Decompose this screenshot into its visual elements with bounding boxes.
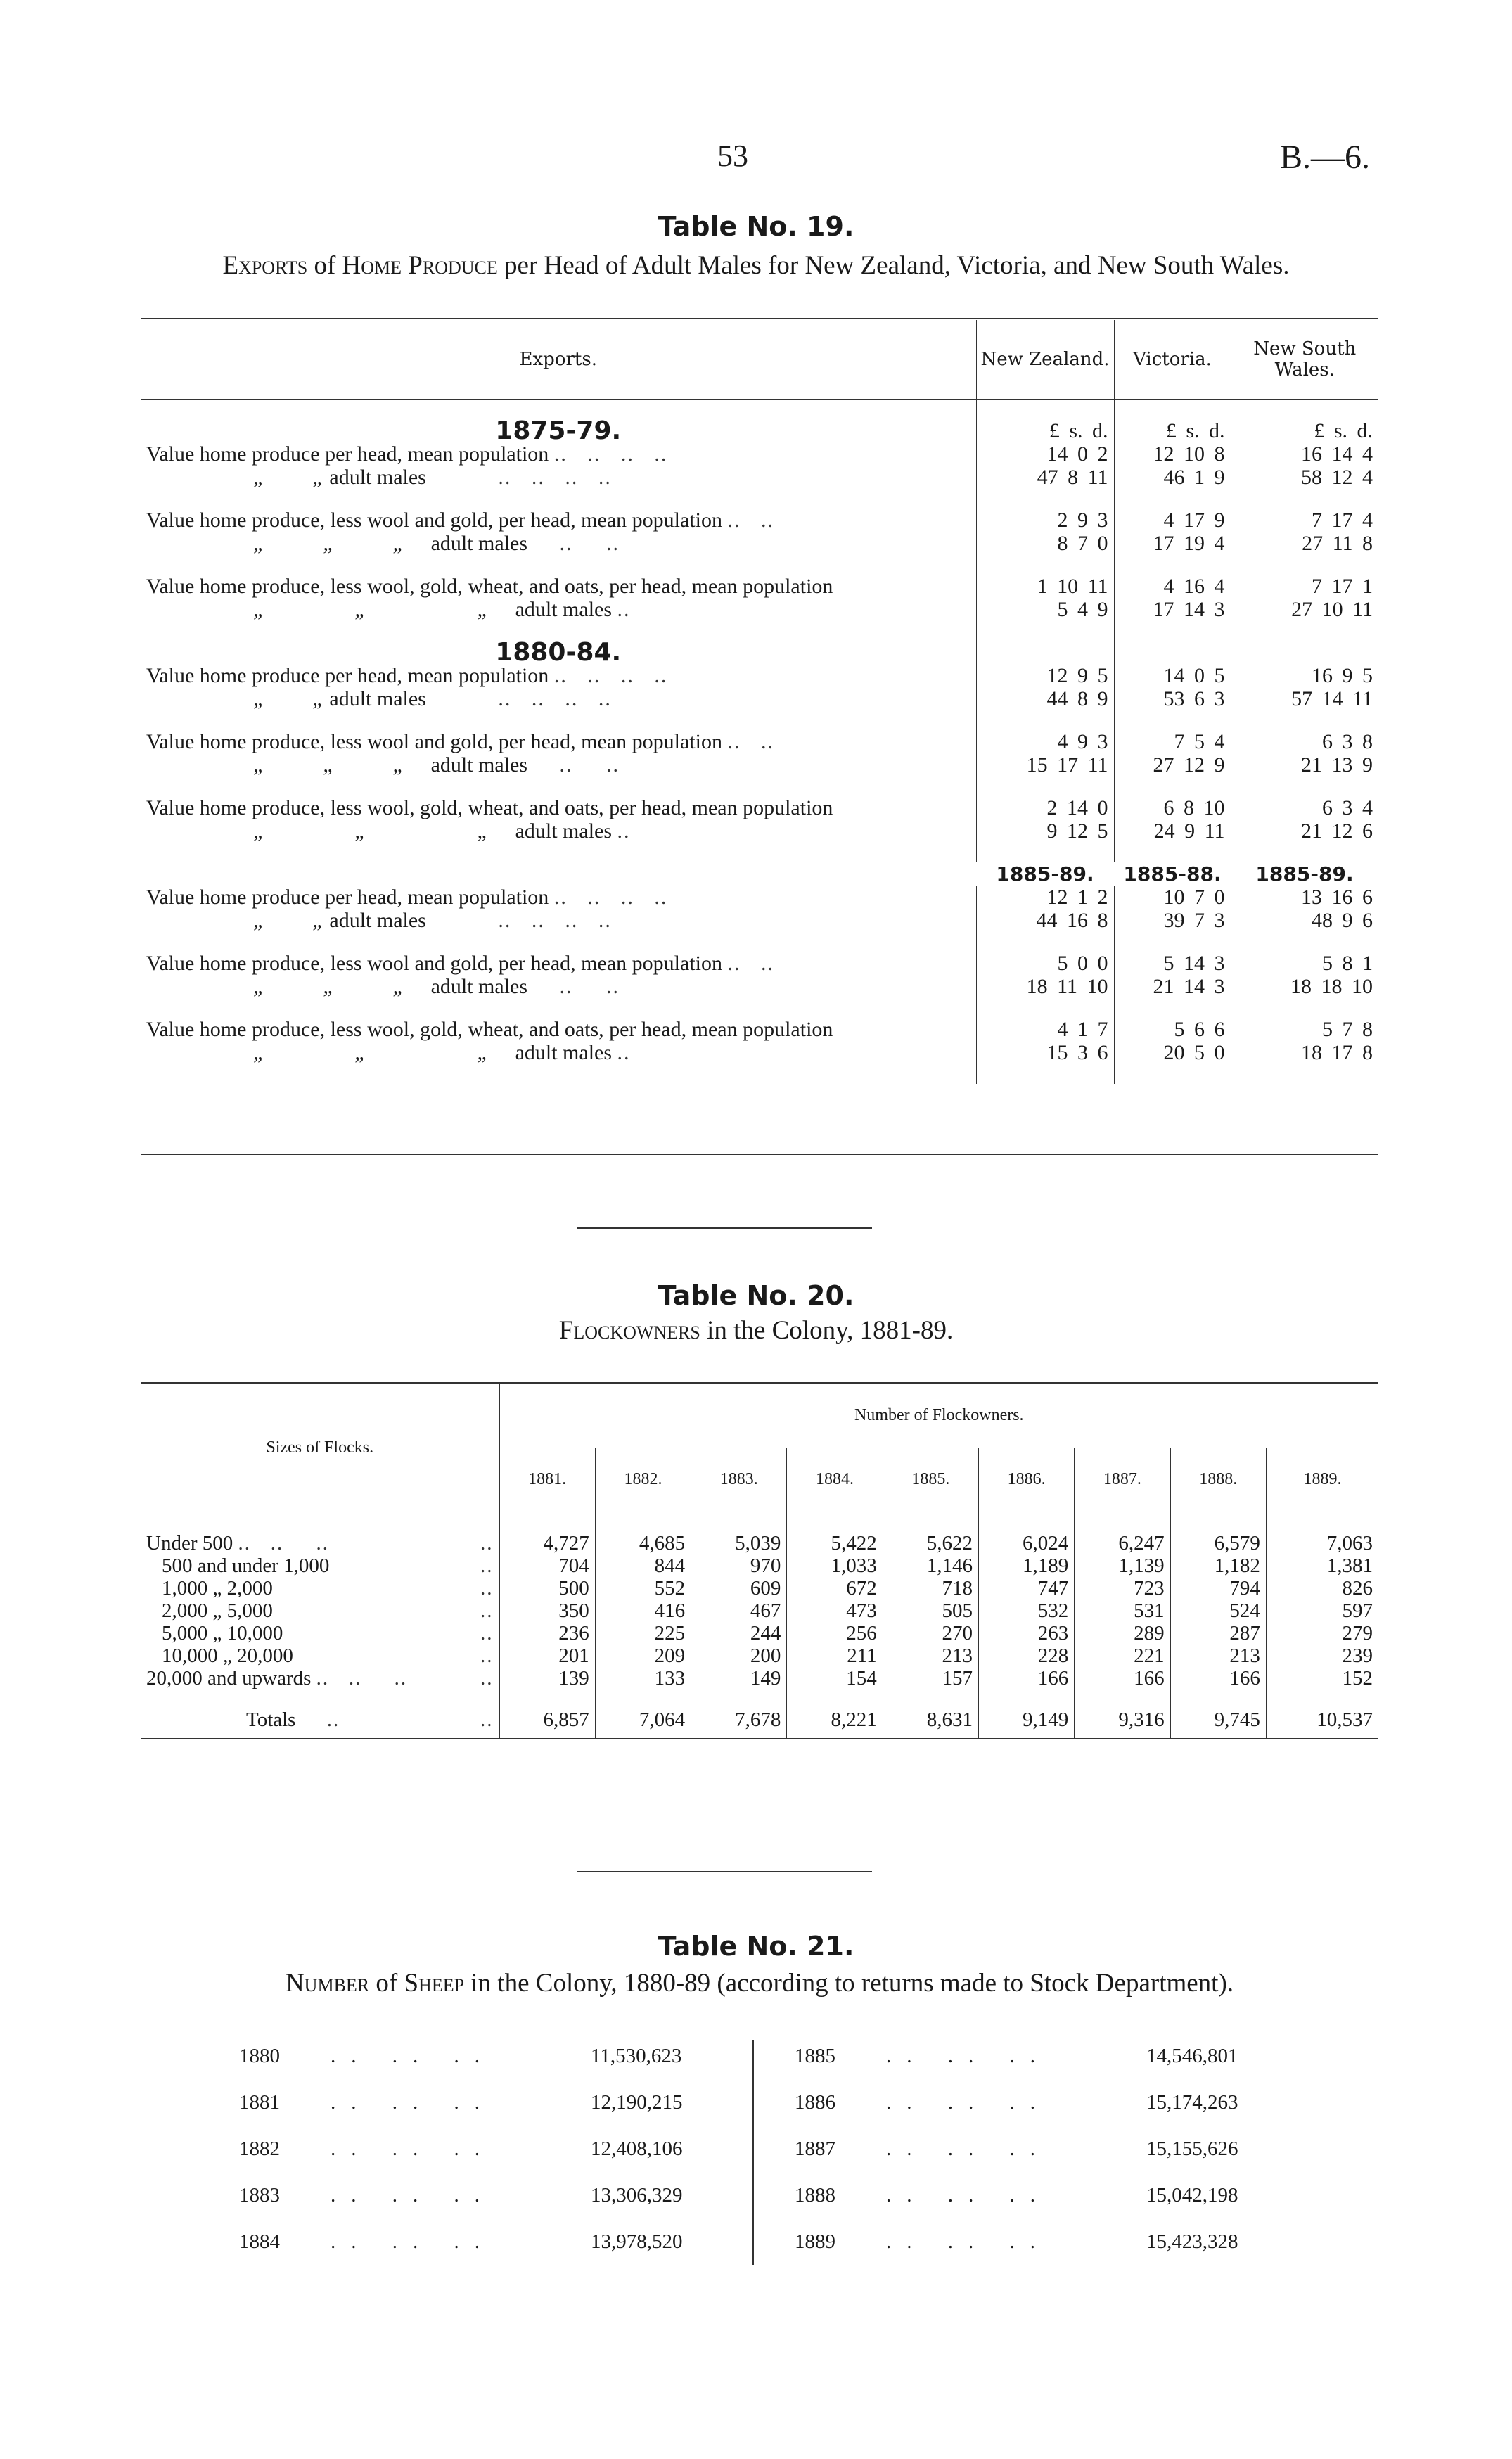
cell: 12 9 5 (976, 664, 1114, 687)
table19 (141, 320, 1378, 1154)
sheep-row (795, 2126, 1273, 2172)
table19-bottom-rule (141, 1154, 1378, 1155)
row-label: „ „ „ adult males .. .. (253, 753, 620, 777)
cell: 239 (1266, 1644, 1378, 1667)
col-sizes-of-flocks: Sizes of Flocks. (141, 1383, 499, 1512)
cell: 5 14 3 (1114, 952, 1231, 975)
cell: 4 17 9 (1114, 509, 1231, 532)
table21-left-column (239, 2033, 717, 2265)
cell: 1,033 (787, 1554, 883, 1577)
cell: 5,422 (787, 1532, 883, 1554)
cell: 154 (787, 1667, 883, 1690)
sheep-row (795, 2172, 1273, 2218)
col-nsw: New South Wales. (1231, 320, 1378, 400)
cell: 5 7 8 (1231, 1018, 1378, 1041)
table21-right-column (795, 2033, 1273, 2265)
cell: 350 (499, 1599, 595, 1622)
cell: 47 8 11 (976, 466, 1114, 489)
row-label: „ „ „ adult males .. .. (253, 975, 620, 998)
sheep-row (239, 2172, 717, 2218)
cell: 133 (595, 1667, 691, 1690)
cell: 57 14 11 (1231, 687, 1378, 710)
cell: 18 18 10 (1231, 975, 1378, 998)
col-victoria: Victoria. (1114, 320, 1231, 400)
cell: 12 1 2 (976, 886, 1114, 909)
row-label: Value home produce, less wool and gold, per head, mean population .. .. (146, 509, 774, 532)
leader-dots: .. .. .. (886, 2230, 1051, 2253)
table-row (141, 1644, 1378, 1667)
row-label: Value home produce, less wool and gold, per head, mean population .. .. (146, 952, 774, 975)
cell: 5 8 1 (1231, 952, 1378, 975)
cell: 4 1 7 (976, 1018, 1114, 1041)
year: 1886 (795, 2091, 835, 2114)
col-year: 1889. (1266, 1448, 1378, 1512)
sheep-count: 11,530,623 (591, 2045, 682, 2067)
total-cell: 6,857 (499, 1701, 595, 1739)
table19-top-rule (141, 318, 1378, 319)
cell: 5 0 0 (976, 952, 1114, 975)
leader-dots: .. .. .. (331, 2184, 495, 2206)
row-label: „ „ adult males .. .. .. .. (253, 466, 612, 489)
cell: 27 10 11 (1231, 598, 1378, 621)
cell: 213 (1170, 1644, 1266, 1667)
totals-row (141, 1701, 1378, 1739)
cell: 7 5 4 (1114, 730, 1231, 753)
cell: 1 10 11 (976, 575, 1114, 598)
row-label: Value home produce per head, mean population .. .. .. .. (146, 886, 668, 909)
totals-label: Totals .. .. (141, 1701, 499, 1739)
col-year: 1882. (595, 1448, 691, 1512)
caption-of: of (369, 1969, 404, 1998)
total-cell: 9,149 (978, 1701, 1074, 1739)
cell: 970 (691, 1554, 787, 1577)
period-1880-84: 1880-84. (495, 638, 622, 667)
cell: 1,381 (1266, 1554, 1378, 1577)
unit-vic: £ s. d. (1114, 419, 1231, 442)
total-cell: 8,631 (883, 1701, 978, 1739)
year: 1889 (795, 2230, 835, 2253)
cell: 524 (1170, 1599, 1266, 1622)
caption-rest: in the Colony, 1880-89 (according to returns made to Stock Department). (464, 1969, 1234, 1998)
cell: 7 17 4 (1231, 509, 1378, 532)
caption-home-produce: Home Produce (342, 251, 498, 280)
table-row (141, 1599, 1378, 1622)
cell: 12 10 8 (1114, 442, 1231, 466)
period-vic-1885-88: 1885-88. (1123, 862, 1222, 886)
caption-sheep: Sheep (404, 1969, 465, 1998)
cell: 2 9 3 (976, 509, 1114, 532)
year: 1884 (239, 2230, 280, 2253)
table21-title: Table No. 21. (658, 1931, 854, 1962)
cell: 1,139 (1075, 1554, 1170, 1577)
sheep-count: 13,306,329 (591, 2184, 683, 2206)
col-year: 1887. (1075, 1448, 1170, 1512)
cell: 166 (978, 1667, 1074, 1690)
cell: 17 19 4 (1114, 532, 1231, 555)
cell: 4,727 (499, 1532, 595, 1554)
cell: 15 3 6 (976, 1041, 1114, 1064)
cell: 597 (1266, 1599, 1378, 1622)
table20-caption (134, 1317, 1378, 1345)
col-year: 1881. (499, 1448, 595, 1512)
flock-size-label: 20,000 and upwards .. .. .. .. (146, 1667, 494, 1690)
separator-rule-2 (577, 1871, 872, 1872)
cell: 211 (787, 1644, 883, 1667)
cell: 826 (1266, 1577, 1378, 1599)
total-cell: 9,316 (1075, 1701, 1170, 1739)
cell: 270 (883, 1622, 978, 1644)
cell: 15 17 11 (976, 753, 1114, 777)
cell: 18 11 10 (976, 975, 1114, 998)
row-label: Value home produce, less wool, gold, wheat, and oats, per head, mean population (146, 796, 833, 819)
cell: 149 (691, 1667, 787, 1690)
table19-caption (134, 252, 1378, 280)
total-cell: 7,678 (691, 1701, 787, 1739)
col-year: 1883. (691, 1448, 787, 1512)
year: 1880 (239, 2045, 280, 2067)
sheep-count: 13,978,520 (591, 2230, 683, 2253)
caption-flockowners: Flockowners (558, 1316, 700, 1345)
col-year: 1884. (787, 1448, 883, 1512)
cell: 263 (978, 1622, 1074, 1644)
cell: 6,247 (1075, 1532, 1170, 1554)
table-row (141, 1554, 1378, 1577)
cell: 1,146 (883, 1554, 978, 1577)
sheep-count: 12,408,106 (591, 2138, 683, 2160)
sheep-row (795, 2218, 1273, 2265)
cell: 21 14 3 (1114, 975, 1231, 998)
period-1875-79: 1875-79. (495, 416, 622, 445)
cell: 5 4 9 (976, 598, 1114, 621)
cell: 7 17 1 (1231, 575, 1378, 598)
table-row (141, 1622, 1378, 1644)
leader-dots: .. .. .. (331, 2045, 495, 2067)
leader-dots: .. .. .. (331, 2091, 495, 2114)
cell: 6 3 4 (1231, 796, 1378, 819)
table20-title: Table No. 20. (658, 1280, 854, 1311)
cell: 5 6 6 (1114, 1018, 1231, 1041)
sheep-count: 14,546,801 (1146, 2045, 1238, 2067)
year: 1885 (795, 2045, 835, 2067)
cell: 704 (499, 1554, 595, 1577)
cell: 48 9 6 (1231, 909, 1378, 932)
row-label: Value home produce, less wool, gold, wheat, and oats, per head, mean population (146, 1018, 833, 1041)
cell: 1,189 (978, 1554, 1074, 1577)
flock-size-label: 10,000 „ 20,000 .. (162, 1644, 494, 1667)
period-nsw-1885-89: 1885-89. (1255, 862, 1354, 886)
cell: 20 5 0 (1114, 1041, 1231, 1064)
column-divider (752, 2040, 754, 2265)
cell: 209 (595, 1644, 691, 1667)
cell: 228 (978, 1644, 1074, 1667)
page-number: 53 (717, 139, 748, 173)
cell: 166 (1075, 1667, 1170, 1690)
cell: 10 7 0 (1114, 886, 1231, 909)
table21-caption (267, 1969, 1252, 1998)
cell: 27 12 9 (1114, 753, 1231, 777)
total-cell: 10,537 (1266, 1701, 1378, 1739)
cell: 213 (883, 1644, 978, 1667)
sheep-count: 15,155,626 (1146, 2138, 1238, 2160)
cell: 225 (595, 1622, 691, 1644)
sheep-row (239, 2033, 717, 2079)
cell: 256 (787, 1622, 883, 1644)
sheep-row (795, 2079, 1273, 2126)
cell: 2 14 0 (976, 796, 1114, 819)
cell: 46 1 9 (1114, 466, 1231, 489)
caption-tail: per Head of Adult Males for New Zealand, Victoria, and New South Wales. (497, 251, 1290, 280)
col-new-zealand: New Zealand. (976, 320, 1114, 400)
cell: 201 (499, 1644, 595, 1667)
cell: 6 3 8 (1231, 730, 1378, 753)
sheep-row (239, 2126, 717, 2172)
flock-size-label: Under 500 .. .. .. .. (146, 1532, 494, 1554)
caption-exports: Exports (222, 251, 308, 280)
cell: 5,039 (691, 1532, 787, 1554)
sheep-row (239, 2218, 717, 2265)
cell: 844 (595, 1554, 691, 1577)
leader-dots: .. .. .. (886, 2045, 1051, 2067)
col-year: 1886. (978, 1448, 1074, 1512)
document-code: B.—6. (1280, 139, 1371, 176)
cell: 531 (1075, 1599, 1170, 1622)
cell: 500 (499, 1577, 595, 1599)
cell: 416 (595, 1599, 691, 1622)
sheep-row (239, 2079, 717, 2126)
cell: 58 12 4 (1231, 466, 1378, 489)
year: 1882 (239, 2138, 280, 2160)
col-year: 1885. (883, 1448, 978, 1512)
year: 1881 (239, 2091, 280, 2114)
unit-nsw: £ s. d. (1231, 419, 1378, 442)
row-label: „ „ adult males .. .. .. .. (253, 909, 612, 932)
row-label: „ „ „ adult males .. (253, 598, 631, 621)
total-cell: 8,221 (787, 1701, 883, 1739)
row-label: Value home produce, less wool and gold, per head, mean population .. .. (146, 730, 774, 753)
col-number-of-flockowners: Number of Flockowners. (499, 1383, 1378, 1448)
cell: 17 14 3 (1114, 598, 1231, 621)
cell: 8 7 0 (976, 532, 1114, 555)
cell: 53 6 3 (1114, 687, 1231, 710)
cell: 27 11 8 (1231, 532, 1378, 555)
total-cell: 9,745 (1170, 1701, 1266, 1739)
cell: 467 (691, 1599, 787, 1622)
row-label: „ „ „ adult males .. (253, 1041, 631, 1064)
cell: 7,063 (1266, 1532, 1378, 1554)
table20 (141, 1382, 1378, 1739)
period-nz-1885-89: 1885-89. (996, 862, 1094, 886)
cell: 5,622 (883, 1532, 978, 1554)
row-label: Value home produce, less wool, gold, wheat, and oats, per head, mean population (146, 575, 833, 598)
cell: 139 (499, 1667, 595, 1690)
cell: 18 17 8 (1231, 1041, 1378, 1064)
cell: 200 (691, 1644, 787, 1667)
flock-size-label: 5,000 „ 10,000 .. (162, 1622, 494, 1644)
cell: 289 (1075, 1622, 1170, 1644)
cell: 44 16 8 (976, 909, 1114, 932)
cell: 532 (978, 1599, 1074, 1622)
cell: 4,685 (595, 1532, 691, 1554)
cell: 747 (978, 1577, 1074, 1599)
cell: 24 9 11 (1114, 819, 1231, 843)
cell: 718 (883, 1577, 978, 1599)
row-label: „ „ „ adult males .. (253, 819, 631, 843)
cell: 236 (499, 1622, 595, 1644)
leader-dots: .. .. .. (331, 2230, 495, 2253)
row-label: Value home produce per head, mean population .. .. .. .. (146, 442, 668, 466)
cell: 21 13 9 (1231, 753, 1378, 777)
cell: 21 12 6 (1231, 819, 1378, 843)
cell: 4 16 4 (1114, 575, 1231, 598)
cell: 6,579 (1170, 1532, 1266, 1554)
cell: 14 0 5 (1114, 664, 1231, 687)
cell: 6,024 (978, 1532, 1074, 1554)
year: 1883 (239, 2184, 280, 2206)
row-label: „ „ adult males .. .. .. .. (253, 687, 612, 710)
sheep-count: 15,174,263 (1146, 2091, 1238, 2114)
cell: 157 (883, 1667, 978, 1690)
leader-dots: .. .. .. (331, 2138, 495, 2160)
sheep-row (795, 2033, 1273, 2079)
total-cell: 7,064 (595, 1701, 691, 1739)
cell: 16 14 4 (1231, 442, 1378, 466)
leader-dots: .. .. .. (886, 2138, 1051, 2160)
cell: 166 (1170, 1667, 1266, 1690)
sheep-count: 12,190,215 (591, 2091, 683, 2114)
year: 1887 (795, 2138, 835, 2160)
table-row (141, 1667, 1378, 1690)
flock-size-label: 2,000 „ 5,000 .. (162, 1599, 494, 1622)
col-year: 1888. (1170, 1448, 1266, 1512)
cell: 473 (787, 1599, 883, 1622)
cell: 672 (787, 1577, 883, 1599)
sheep-count: 15,042,198 (1146, 2184, 1238, 2206)
cell: 13 16 6 (1231, 886, 1378, 909)
row-label: „ „ „ adult males .. .. (253, 532, 620, 555)
cell: 16 9 5 (1231, 664, 1378, 687)
table-row (141, 1532, 1378, 1554)
flock-size-label: 500 and under 1,000 .. (162, 1554, 494, 1577)
cell: 152 (1266, 1667, 1378, 1690)
leader-dots: .. .. .. (886, 2184, 1051, 2206)
table19-title: Table No. 19. (658, 211, 854, 242)
leader-dots: .. .. .. (886, 2091, 1051, 2114)
cell: 279 (1266, 1622, 1378, 1644)
cell: 6 8 10 (1114, 796, 1231, 819)
flock-size-label: 1,000 „ 2,000 .. (162, 1577, 494, 1599)
cell: 723 (1075, 1577, 1170, 1599)
caption-number: Number (285, 1969, 370, 1998)
cell: 1,182 (1170, 1554, 1266, 1577)
year: 1888 (795, 2184, 835, 2206)
cell: 9 12 5 (976, 819, 1114, 843)
cell: 14 0 2 (976, 442, 1114, 466)
cell: 4 9 3 (976, 730, 1114, 753)
cell: 244 (691, 1622, 787, 1644)
col-exports: Exports. (141, 320, 976, 400)
separator-rule (577, 1227, 872, 1229)
sheep-count: 15,423,328 (1146, 2230, 1238, 2253)
caption-rest: in the Colony, 1881-89. (700, 1316, 954, 1345)
unit-nz: £ s. d. (976, 419, 1114, 442)
cell: 794 (1170, 1577, 1266, 1599)
cell: 39 7 3 (1114, 909, 1231, 932)
cell: 609 (691, 1577, 787, 1599)
cell: 287 (1170, 1622, 1266, 1644)
caption-of: of (307, 251, 342, 280)
cell: 552 (595, 1577, 691, 1599)
cell: 44 8 9 (976, 687, 1114, 710)
row-label: Value home produce per head, mean population .. .. .. .. (146, 664, 668, 687)
cell: 221 (1075, 1644, 1170, 1667)
cell: 505 (883, 1599, 978, 1622)
table-row (141, 1577, 1378, 1599)
